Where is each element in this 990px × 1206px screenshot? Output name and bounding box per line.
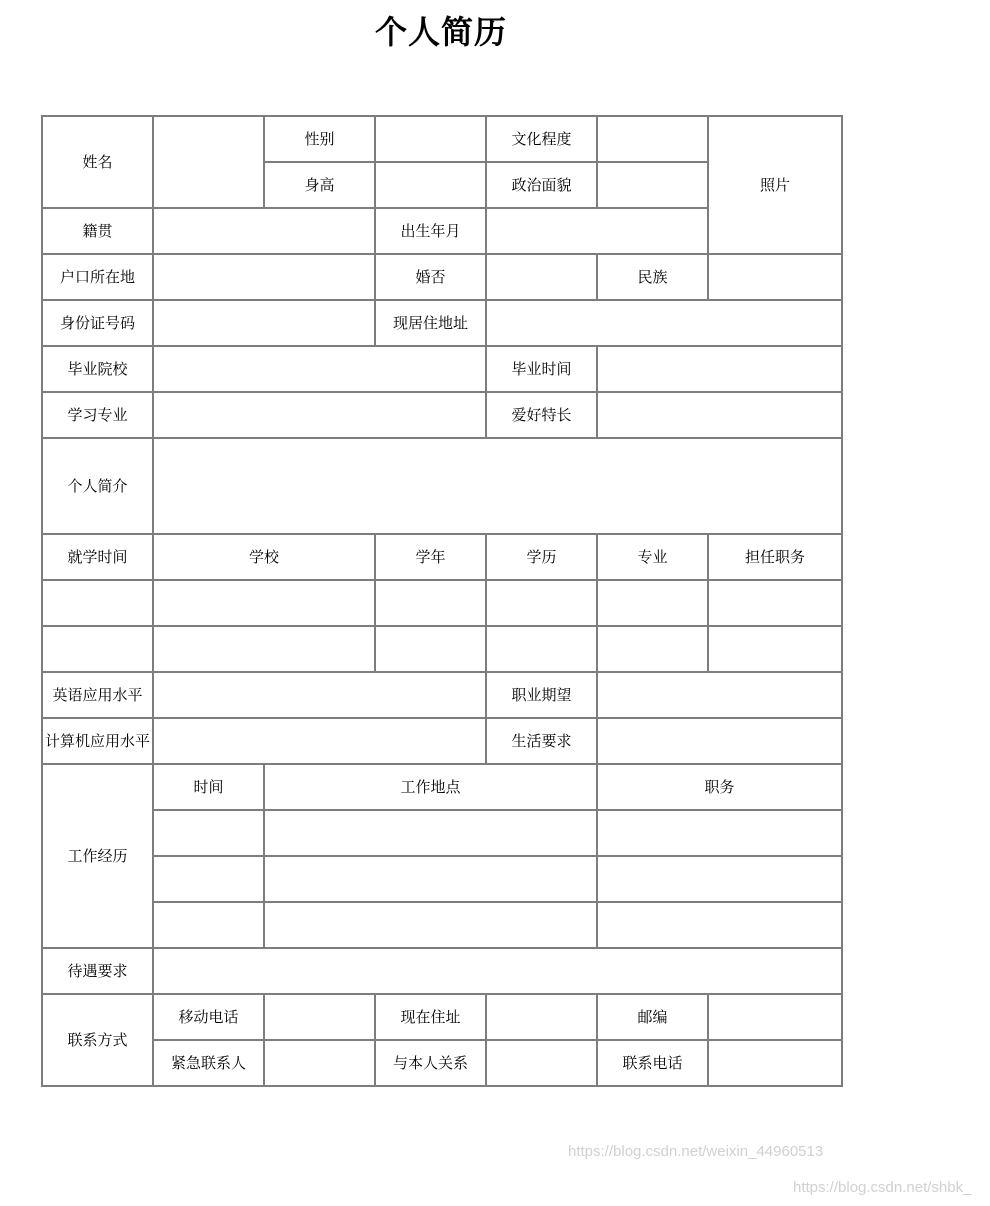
id-number-field[interactable] bbox=[153, 300, 375, 346]
work-row-1-time[interactable] bbox=[153, 810, 264, 856]
work-header-position: 职务 bbox=[597, 764, 842, 810]
contact-phone-label: 联系电话 bbox=[597, 1040, 708, 1086]
photo-placeholder[interactable]: 照片 bbox=[708, 116, 842, 254]
work-header-location: 工作地点 bbox=[264, 764, 597, 810]
hobbies-field[interactable] bbox=[597, 392, 842, 438]
edu-row-2-school[interactable] bbox=[153, 626, 375, 672]
profile-field[interactable] bbox=[153, 438, 842, 534]
living-requirement-label: 生活要求 bbox=[486, 718, 597, 764]
major-field[interactable] bbox=[153, 392, 486, 438]
edu-row-2-position[interactable] bbox=[708, 626, 842, 672]
native-place-field[interactable] bbox=[153, 208, 375, 254]
work-row-1-location[interactable] bbox=[264, 810, 597, 856]
edu-row-1-degree[interactable] bbox=[486, 580, 597, 626]
political-status-label: 政治面貌 bbox=[486, 162, 597, 208]
major-label: 学习专业 bbox=[42, 392, 153, 438]
height-label: 身高 bbox=[264, 162, 375, 208]
edu-header-school: 学校 bbox=[153, 534, 375, 580]
page-title: 个人简历 bbox=[374, 13, 507, 51]
living-requirement-field[interactable] bbox=[597, 718, 842, 764]
work-header-time: 时间 bbox=[153, 764, 264, 810]
edu-header-major: 专业 bbox=[597, 534, 708, 580]
current-address-label: 现居住地址 bbox=[375, 300, 486, 346]
work-row-3-time[interactable] bbox=[153, 902, 264, 948]
mobile-field[interactable] bbox=[264, 994, 375, 1040]
id-number-label: 身份证号码 bbox=[42, 300, 153, 346]
gender-field[interactable] bbox=[375, 116, 486, 162]
work-row-3-position[interactable] bbox=[597, 902, 842, 948]
hobbies-label: 爱好特长 bbox=[486, 392, 597, 438]
education-level-field[interactable] bbox=[597, 116, 708, 162]
marital-field[interactable] bbox=[486, 254, 597, 300]
mobile-label: 移动电话 bbox=[153, 994, 264, 1040]
hukou-field[interactable] bbox=[153, 254, 375, 300]
edu-row-1-school[interactable] bbox=[153, 580, 375, 626]
contact-phone-field[interactable] bbox=[708, 1040, 842, 1086]
edu-row-2-major[interactable] bbox=[597, 626, 708, 672]
edu-row-2-degree[interactable] bbox=[486, 626, 597, 672]
edu-row-2-study-time[interactable] bbox=[42, 626, 153, 672]
edu-header-position: 担任职务 bbox=[708, 534, 842, 580]
gender-label: 性别 bbox=[264, 116, 375, 162]
work-experience-label: 工作经历 bbox=[42, 764, 153, 948]
political-status-field[interactable] bbox=[597, 162, 708, 208]
career-expectation-field[interactable] bbox=[597, 672, 842, 718]
watermark-inner: https://blog.csdn.net/weixin_44960513 bbox=[568, 1143, 824, 1160]
relationship-label: 与本人关系 bbox=[375, 1040, 486, 1086]
edu-row-1-position[interactable] bbox=[708, 580, 842, 626]
work-row-3-location[interactable] bbox=[264, 902, 597, 948]
ethnicity-label: 民族 bbox=[597, 254, 708, 300]
birth-date-label: 出生年月 bbox=[375, 208, 486, 254]
profile-label: 个人简介 bbox=[42, 438, 153, 534]
english-level-field[interactable] bbox=[153, 672, 486, 718]
present-address-field[interactable] bbox=[486, 994, 597, 1040]
relationship-field[interactable] bbox=[486, 1040, 597, 1086]
current-address-field[interactable] bbox=[486, 300, 842, 346]
salary-requirement-field[interactable] bbox=[153, 948, 842, 994]
edu-row-2-school-year[interactable] bbox=[375, 626, 486, 672]
resume-form-table bbox=[41, 115, 843, 1087]
career-expectation-label: 职业期望 bbox=[486, 672, 597, 718]
edu-header-school-year: 学年 bbox=[375, 534, 486, 580]
postcode-field[interactable] bbox=[708, 994, 842, 1040]
marital-label: 婚否 bbox=[375, 254, 486, 300]
computer-level-label: 计算机应用水平 bbox=[42, 718, 153, 764]
native-place-label: 籍贯 bbox=[42, 208, 153, 254]
height-field[interactable] bbox=[375, 162, 486, 208]
emergency-contact-field[interactable] bbox=[264, 1040, 375, 1086]
name-label: 姓名 bbox=[42, 116, 153, 208]
edu-header-study-time: 就学时间 bbox=[42, 534, 153, 580]
work-row-2-location[interactable] bbox=[264, 856, 597, 902]
edu-row-1-major[interactable] bbox=[597, 580, 708, 626]
work-row-2-position[interactable] bbox=[597, 856, 842, 902]
salary-requirement-label: 待遇要求 bbox=[42, 948, 153, 994]
watermark-outer: https://blog.csdn.net/shbk_ bbox=[793, 1179, 972, 1196]
work-row-2-time[interactable] bbox=[153, 856, 264, 902]
english-level-label: 英语应用水平 bbox=[42, 672, 153, 718]
computer-level-field[interactable] bbox=[153, 718, 486, 764]
edu-header-degree: 学历 bbox=[486, 534, 597, 580]
work-row-1-position[interactable] bbox=[597, 810, 842, 856]
contact-label: 联系方式 bbox=[42, 994, 153, 1086]
ethnicity-field[interactable] bbox=[708, 254, 842, 300]
present-address-label: 现在住址 bbox=[375, 994, 486, 1040]
emergency-contact-label: 紧急联系人 bbox=[153, 1040, 264, 1086]
graduate-school-label: 毕业院校 bbox=[42, 346, 153, 392]
postcode-label: 邮编 bbox=[597, 994, 708, 1040]
hukou-label: 户口所在地 bbox=[42, 254, 153, 300]
graduate-school-field[interactable] bbox=[153, 346, 486, 392]
graduate-time-label: 毕业时间 bbox=[486, 346, 597, 392]
graduate-time-field[interactable] bbox=[597, 346, 842, 392]
birth-date-field[interactable] bbox=[486, 208, 708, 254]
education-level-label: 文化程度 bbox=[486, 116, 597, 162]
edu-row-1-study-time[interactable] bbox=[42, 580, 153, 626]
edu-row-1-school-year[interactable] bbox=[375, 580, 486, 626]
name-field[interactable] bbox=[153, 116, 264, 208]
